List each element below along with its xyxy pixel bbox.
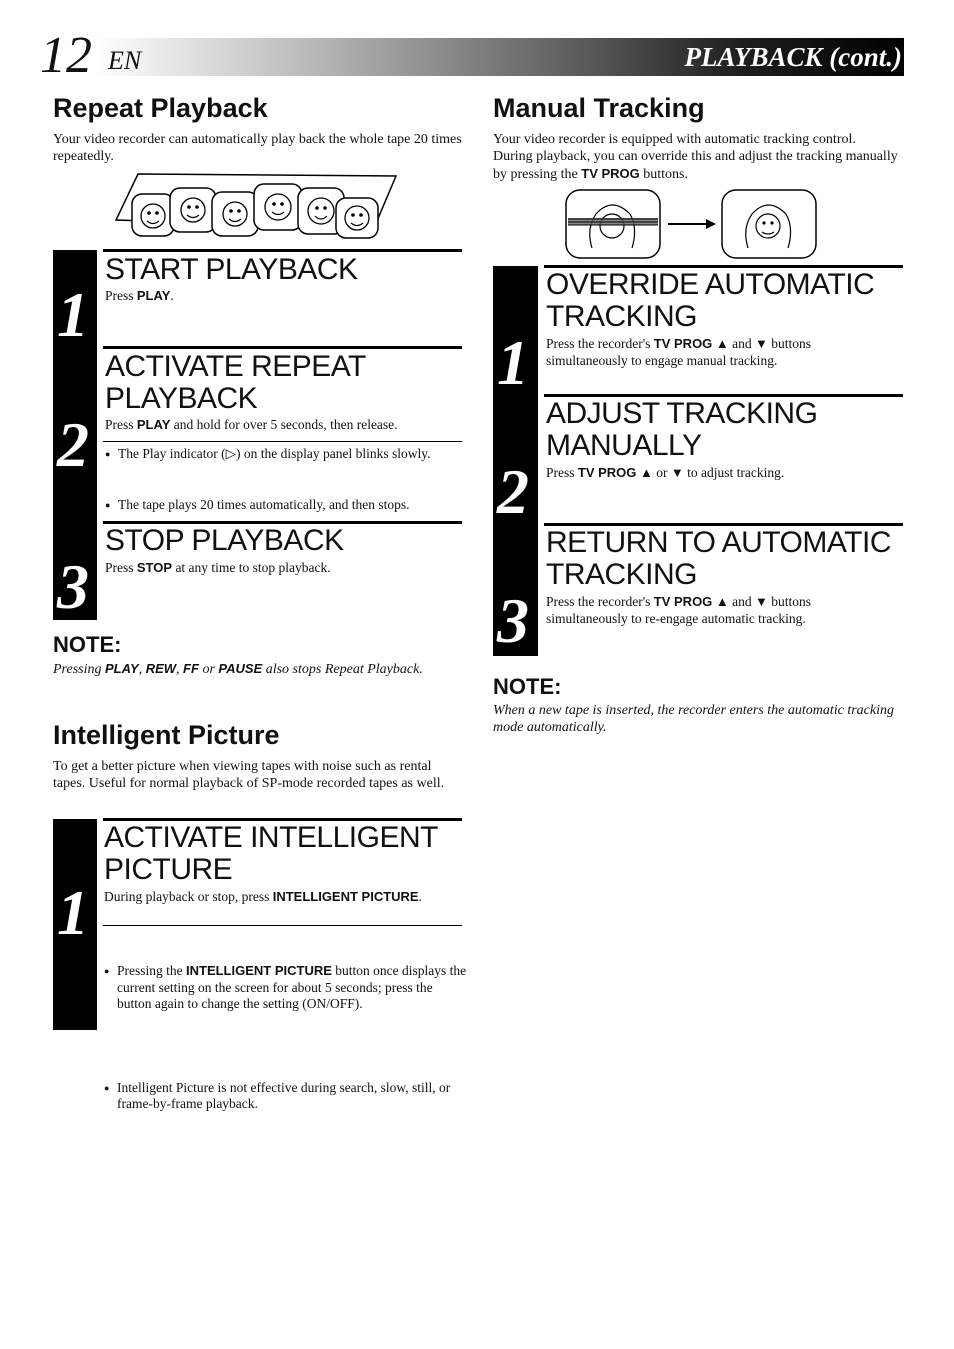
step-divider bbox=[103, 249, 462, 252]
step-divider bbox=[103, 346, 462, 349]
step-2-heading: ACTIVATE REPEAT PLAYBACK bbox=[105, 350, 366, 415]
repeat-playback-heading: Repeat Playback bbox=[53, 93, 268, 123]
page-number: 12 bbox=[40, 27, 92, 84]
manual-step-1-text: Press the recorder's TV PROG ▲ and ▼ buttons simultaneously to engage manual tracking. bbox=[546, 336, 812, 368]
step-1-heading: START PLAYBACK bbox=[105, 253, 358, 286]
page-language: EN bbox=[108, 46, 142, 75]
step-3-text: Press STOP at any time to stop playback. bbox=[105, 560, 331, 575]
note-label: NOTE: bbox=[493, 674, 562, 699]
manual-tracking-heading: Manual Tracking bbox=[493, 93, 705, 123]
intelligent-bullet: ● Intelligent Picture is not effective during search, slow, still, or frame-by-frame playback. bbox=[104, 1080, 469, 1113]
intelligent-step-1-text: During playback or stop, press INTELLIGENT PICTURE. bbox=[104, 889, 422, 904]
step-3-number: 3 bbox=[57, 551, 89, 622]
tracking-illustration bbox=[562, 188, 820, 262]
step-1-number: 1 bbox=[497, 327, 529, 398]
repeat-playback-illustration bbox=[112, 170, 400, 242]
step-2-text: Press PLAY and hold for over 5 seconds, then release. bbox=[105, 417, 398, 432]
step-3-number: 3 bbox=[497, 585, 529, 656]
intelligent-step-1-heading: ACTIVATE INTELLIGENT PICTURE bbox=[104, 821, 438, 886]
manual-step-3-heading: RETURN TO AUTOMATIC TRACKING bbox=[546, 526, 891, 591]
manual-step-2-heading: ADJUST TRACKING MANUALLY bbox=[546, 397, 818, 462]
step-1-number: 1 bbox=[57, 279, 89, 350]
manual-note: When a new tape is inserted, the recorder enters the automatic tracking mode automatically. bbox=[493, 703, 894, 735]
step-sub-divider bbox=[103, 925, 462, 926]
manual-intro: Your video recorder is equipped with automatic tracking control. During playback, you can override this and adjust the tracking manually by pressing the TV PROG buttons. bbox=[493, 132, 898, 182]
manual-step-2-text: Press TV PROG ▲ or ▼ to adjust tracking. bbox=[546, 465, 785, 480]
manual-step-1-heading: OVERRIDE AUTOMATIC TRACKING bbox=[546, 268, 875, 333]
repeat-intro: Your video recorder can automatically play back the whole tape 20 times repeatedly. bbox=[53, 132, 462, 164]
note-label: NOTE: bbox=[53, 632, 122, 657]
step-2-bullet: ● The tape plays 20 times automatically, and then stops. bbox=[105, 497, 458, 514]
step-2-number: 2 bbox=[57, 409, 89, 480]
step-2-bullet: ● The Play indicator (▷) on the display panel blinks slowly. bbox=[105, 446, 458, 463]
section-title: PLAYBACK (cont.) bbox=[684, 42, 902, 72]
step-3-heading: STOP PLAYBACK bbox=[105, 524, 344, 557]
intelligent-intro: To get a better picture when viewing tapes with noise such as rental tapes. Useful for normal playback of SP-mode recorded tapes as well. bbox=[53, 759, 445, 791]
step-1-text: Press PLAY. bbox=[105, 288, 174, 303]
step-2-number: 2 bbox=[497, 456, 529, 527]
intelligent-bullet: ● Pressing the INTELLIGENT PICTURE button once displays the current setting on the screen for about 5 seconds; press the button again to change the setting (ON/OFF). bbox=[104, 963, 469, 1013]
step-1-number: 1 bbox=[57, 877, 89, 948]
intelligent-picture-heading: Intelligent Picture bbox=[53, 720, 280, 750]
repeat-note: Pressing PLAY, REW, FF or PAUSE also stops Repeat Playback. bbox=[53, 661, 423, 677]
step-sub-divider bbox=[103, 441, 462, 442]
manual-step-3-text: Press the recorder's TV PROG ▲ and ▼ buttons simultaneously to re-engage automatic tracking. bbox=[546, 594, 812, 626]
